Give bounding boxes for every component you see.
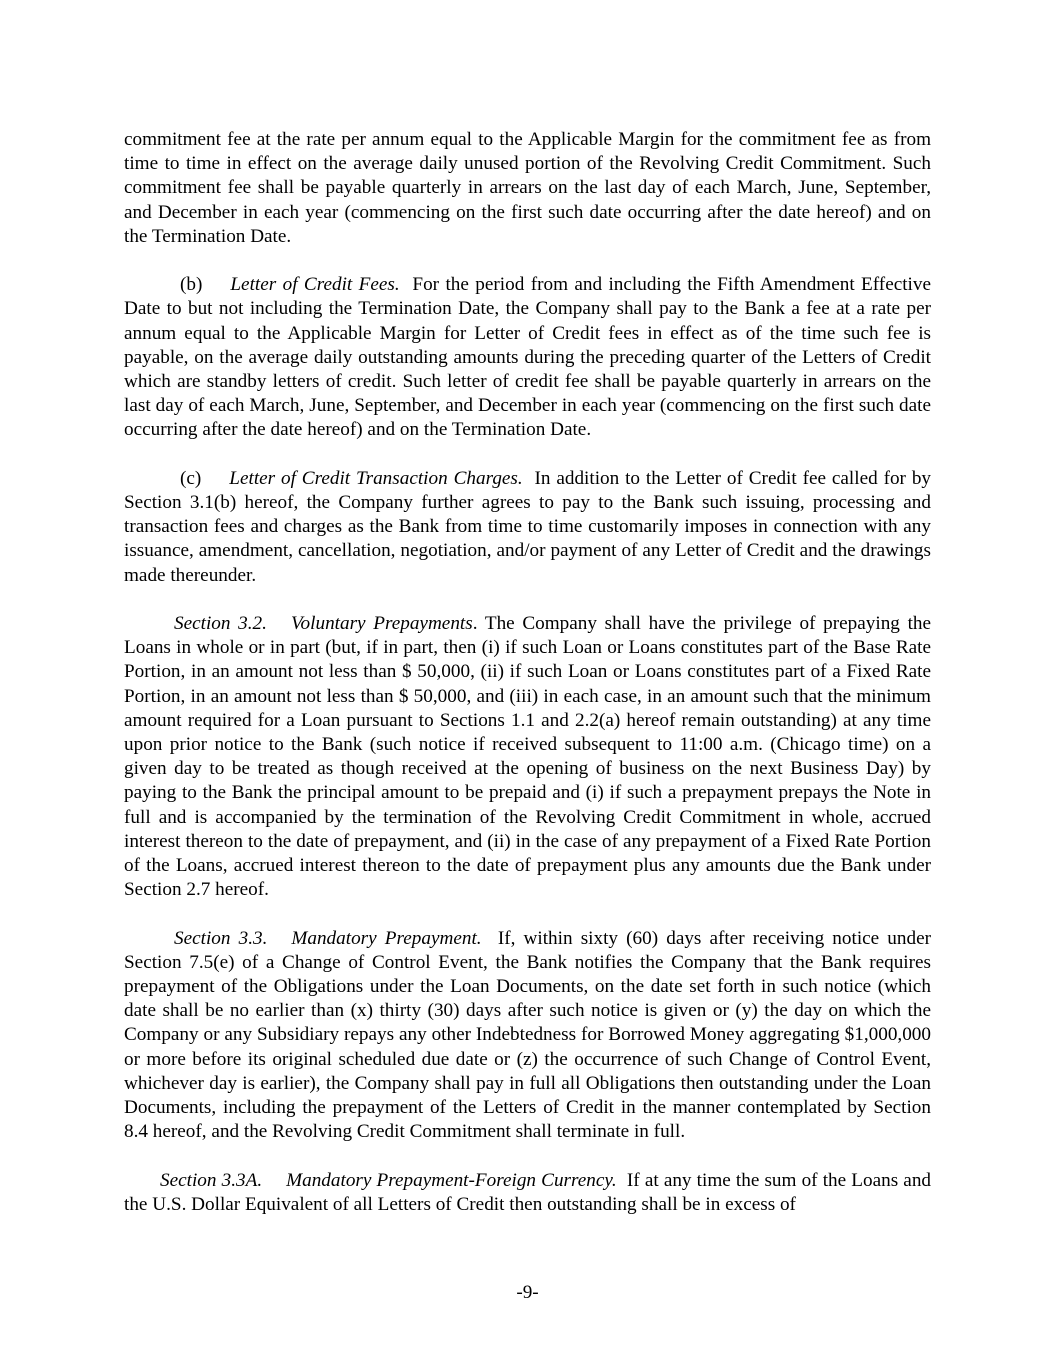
paragraph-section-3-3a	[124, 1169, 931, 1217]
section-heading: Mandatory Prepayment-Foreign Currency.	[286, 1169, 617, 1191]
paragraph-letter-of-credit-transaction-charges	[124, 467, 931, 588]
subsection-label: (c)	[180, 467, 202, 489]
paragraph-text: . The Company shall have the privilege of prepaying the Loans in whole or in part (but, if in part, then (i) if such Loan or Loans constitutes part of the Base Rate Portion, in an amount not less than $ 50,000, (ii) if such Loan or Loans constitutes part of a Fixed Rate Portion, in an amount not less than $ 50,000, and (iii) in each case, in an amount such that the minimum amount required for a Loan pursuant to Sections 1.1 and 2.2(a) hereof remain outstanding) at any time upon prior notice to the Bank (such notice if received subsequent to 11:00 a.m. (Chicago time) on a given day to be treated as though received at the opening of business on the next Business Day) by paying to the Bank the principal amount to be prepaid and (i) if such a prepayment prepays the Note in full and is accompanied by the termination of the Revolving Credit Commitment in whole, accrued interest thereon to the date of prepayment, and (ii) in the case of any prepayment of a Fixed Rate Portion of the Loans, accrued interest thereon to the date of prepayment plus any amounts due the Bank under Section 2.7 hereof.	[124, 613, 932, 901]
document-body	[124, 128, 931, 1241]
paragraph-text: If, within sixty (60) days after receiving notice under Section 7.5(e) of a Change of Control Event, the Bank notifies the Company that the Bank requires prepayment of the Obligations under the Loan Documents, on the date set forth in such notice (which date shall be no earlier than (x) thirty (30) days after such notice is given or (y) the day on which the Company or any Subsidiary repays any other Indebtedness for Borrowed Money aggregating $1,000,000 or more before its original scheduled due date or (z) the occurrence of such Change of Control Event, whichever day is earlier), the Company shall pay in full all Obligations then outstanding under the Loan Documents, including the prepayment of the Letters of Credit in the manner contemplated by Section 8.4 hereof, and the Revolving Credit Commitment shall terminate in full.	[124, 927, 931, 1143]
subsection-label: (b)	[180, 274, 203, 296]
subsection-heading: Letter of Credit Fees.	[230, 274, 400, 296]
section-heading: Voluntary Prepayments	[290, 613, 473, 635]
paragraph-text: If at any time the sum of the Loans and the U.S. Dollar Equivalent of all Letters of Credit then outstanding shall be in excess of	[124, 1169, 932, 1215]
paragraph-text: commitment fee at the rate per annum equal to the Applicable Margin for the commitment fee as from time to time in effect on the average daily unused portion of the Revolving Credit Commitment. Such commitment fee shall be payable quarterly in arrears on the last day of each March, June, September, and December in each year (commencing on the first such date occurring after the date hereof) and on the Termination Date.	[124, 129, 931, 247]
page-number: -9-	[516, 1282, 539, 1303]
paragraph-letter-of-credit-fees	[124, 273, 931, 442]
paragraph-commitment-fee-continued	[124, 128, 931, 249]
paragraph-section-3-3	[124, 927, 931, 1145]
section-number: Section 3.3.	[174, 927, 268, 949]
paragraph-text: For the period from and including the Fifth Amendment Effective Date to but not including the Termination Date, the Company shall pay to the Bank a fee at a rate per annum equal to the Applicable Margin for Letter of Credit fees in effect as of the time such fee is payable, on the average daily outstanding amounts during the preceding quarter of the Letters of Credit which are standby letters of credit. Such letter of credit fee shall be payable quarterly in arrears on the last day of each March, June, September, and December in each year (commencing on the first such date occurring after the date hereof) and on the Termination Date.	[124, 274, 931, 441]
section-heading: Mandatory Prepayment.	[291, 927, 482, 949]
section-number: Section 3.3A.	[160, 1169, 263, 1191]
section-number: Section 3.2.	[174, 613, 267, 635]
subsection-heading: Letter of Credit Transaction Charges.	[229, 467, 523, 489]
paragraph-section-3-2	[124, 612, 931, 902]
paragraph-text: In addition to the Letter of Credit fee called for by Section 3.1(b) hereof, the Company further agrees to pay to the Bank such issuing, processing and transaction fees and charges as the Bank from time to time customarily imposes in connection with any issuance, amendment, cancellation, negotiation, and/or payment of any Letter of Credit and the drawings made thereunder.	[124, 467, 932, 586]
